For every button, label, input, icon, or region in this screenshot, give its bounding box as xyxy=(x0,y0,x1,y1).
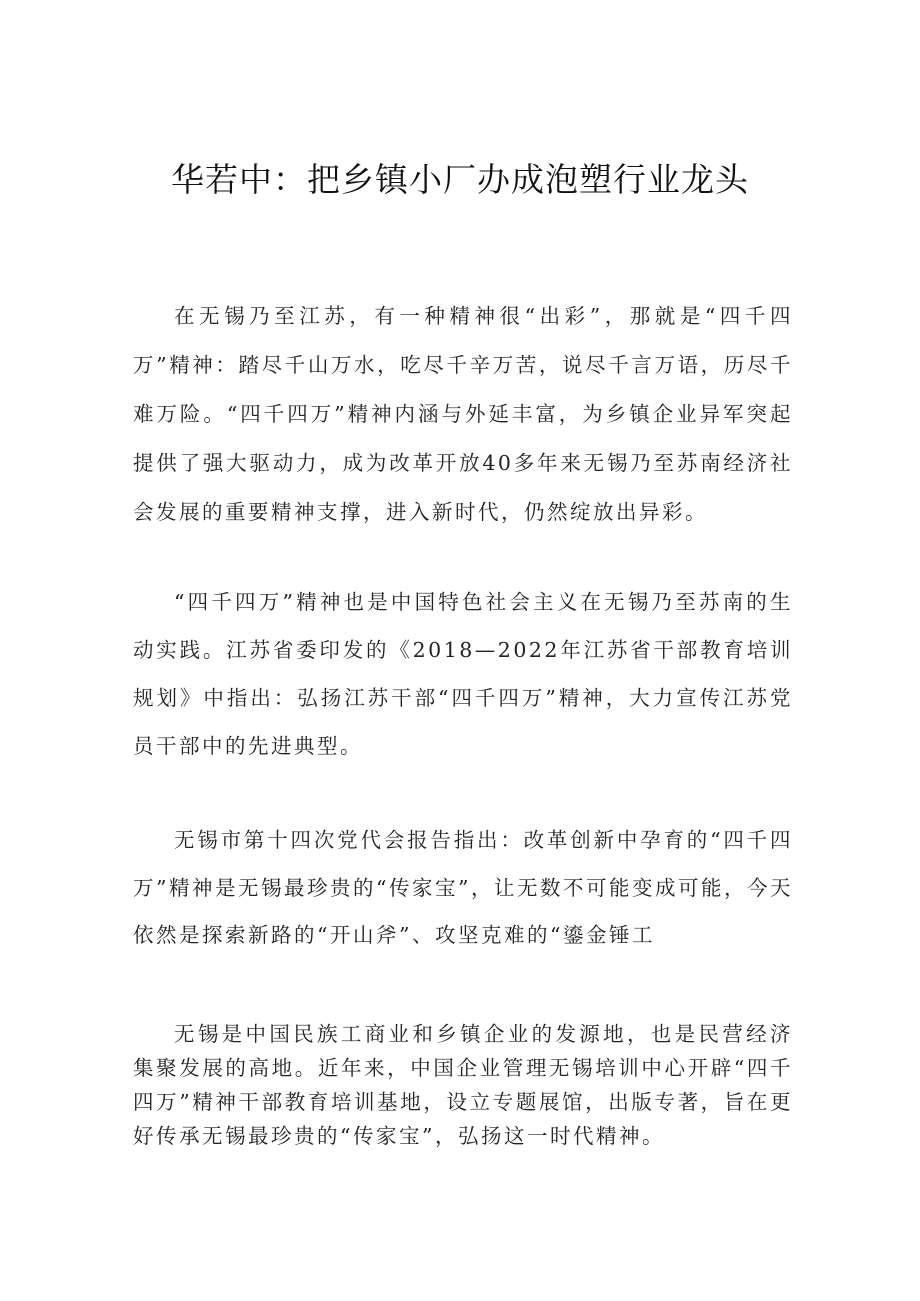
paragraph-2: “四千四万”精神也是中国特色社会主义在无锡乃至苏南的生动实践。江苏省委印发的《2018—2022年江苏省干部教育培训规划》中指出：弘扬江苏干部“四千四万”精神，大力宣传江苏党员干部中的先进典型。 xyxy=(133,590,793,758)
paragraph-3: 无锡市第十四次党代会报告指出：改革创新中孕育的“四千四万”精神是无锡最珍贵的“传家宝”，让无数不可能变成可能，今天依然是探索新路的“开山斧”、攻坚克难的“鎏金锤工 xyxy=(133,828,793,947)
document-title: 华若中：把乡镇小厂办成泡塑行业龙头 xyxy=(171,160,749,199)
paragraph-1: 在无锡乃至江苏，有一种精神很“出彩”，那就是“四千四万”精神：踏尽千山万水，吃尽千辛万苦，说尽千言万语，历尽千难万险。“四千四万”精神内涵与外延丰富，为乡镇企业异军突起提供了强大驱动力，成为改革开放40多年来无锡乃至苏南经济社会发展的重要精神支撑，进入新时代，仍然绽放出异彩。 xyxy=(133,304,793,524)
paragraph-4: 无锡是中国民族工商业和乡镇企业的发源地，也是民营经济集聚发展的高地。近年来，中国企业管理无锡培训中心开辟“四千四万”精神干部教育培训基地，设立专题展馆，出版专著，旨在更好传承无锡最珍贵的“传家宝”，弘扬这一时代精神。 xyxy=(133,1022,793,1148)
